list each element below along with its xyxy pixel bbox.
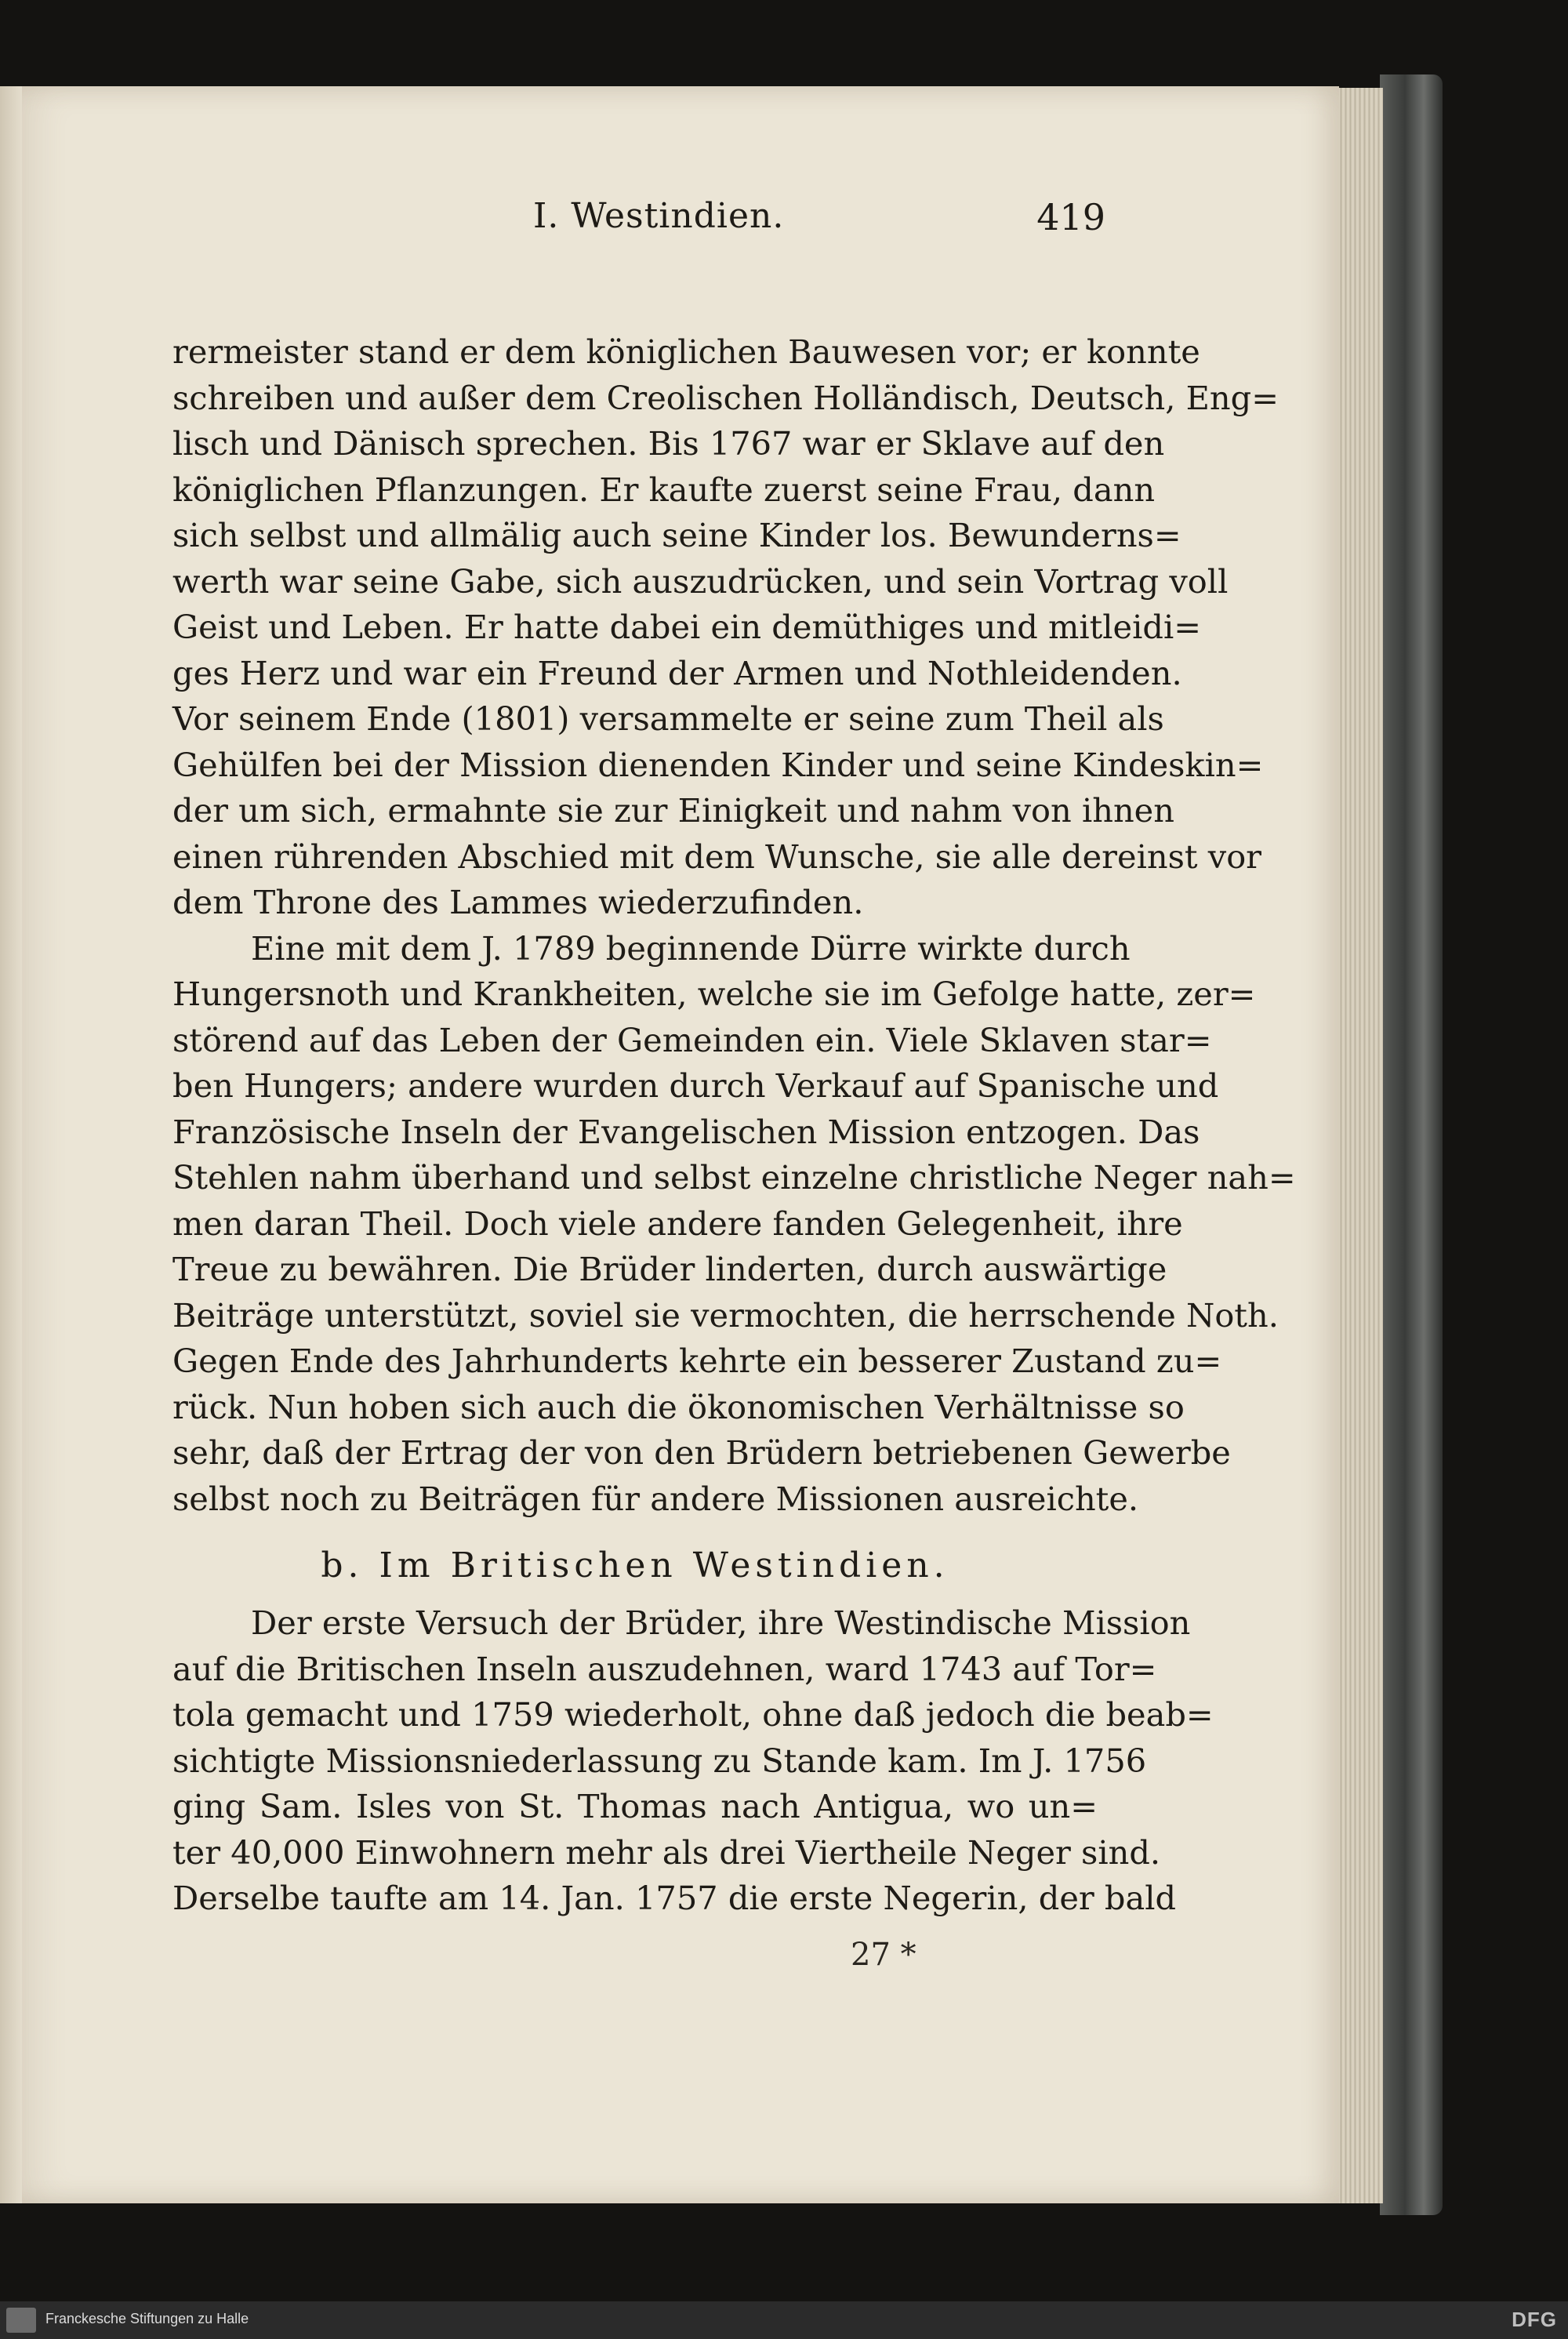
text-line: lisch und Dänisch sprechen. Bis 1767 war er Sklave auf den — [172, 424, 1165, 463]
previous-page-edge — [0, 86, 24, 2203]
text-line: ben Hungers; andere wurden durch Verkauf auf Spanische und — [172, 1066, 1219, 1105]
text-line: der um sich, ermahnte sie zur Einigkeit und nahm von ihnen — [172, 791, 1174, 830]
text-line: rück. Nun hoben sich auch die ökonomischen Verhältnisse so — [172, 1387, 1185, 1426]
text-line: Stehlen nahm überhand und selbst einzelne christliche Neger nah= — [172, 1158, 1296, 1197]
running-title: I. Westindien. — [533, 196, 785, 236]
text-line: rermeister stand er dem königlichen Bauwesen vor; er konnte — [172, 332, 1200, 371]
text-line: Geist und Leben. Er hatte dabei ein demüthiges und mitleidi= — [172, 608, 1201, 646]
text-line: selbst noch zu Beiträgen für andere Missionen ausreichte. — [172, 1479, 1139, 1518]
text-line: Vor seinem Ende (1801) versammelte er seine zum Theil als — [172, 699, 1164, 738]
text-line: schreiben und außer dem Creolischen Holländisch, Deutsch, Eng= — [172, 378, 1279, 417]
text-line: men daran Theil. Doch viele andere fanden Gelegenheit, ihre — [172, 1204, 1183, 1243]
text-line: königlichen Pflanzungen. Er kaufte zuerst seine Frau, dann — [172, 470, 1156, 509]
text-line: Gegen Ende des Jahrhunderts kehrte ein besserer Zustand zu= — [172, 1342, 1222, 1380]
text-line: ter 40,000 Einwohnern mehr als drei Viertheile Neger sind. — [172, 1832, 1161, 1872]
text-line: Beiträge unterstützt, soviel sie vermochten, die herrschende Noth. — [172, 1295, 1279, 1335]
page-stack-edge — [1333, 88, 1383, 2203]
viewer-footer-bar — [0, 2301, 1568, 2339]
text-line: Treue zu bewähren. Die Brüder linderten, durch auswärtige — [172, 1250, 1167, 1288]
section-heading: b. Im Britischen Westindien. — [321, 1545, 949, 1585]
institution-label: Franckesche Stiftungen zu Halle — [45, 2311, 249, 2326]
text-line: einen rührenden Abschied mit dem Wunsche, sie alle dereinst vor — [172, 837, 1262, 876]
text-line: Der erste Versuch der Brüder, ihre Westindische Mission — [251, 1604, 1191, 1642]
text-line: werth war seine Gabe, sich auszudrücken, und sein Vortrag voll — [172, 561, 1229, 601]
text-line: störend auf das Leben der Gemeinden ein. Viele Sklaven star= — [172, 1020, 1212, 1059]
running-head — [510, 188, 1105, 243]
text-block — [172, 329, 1296, 1922]
text-line: auf die Britischen Inseln auszudehnen, ward 1743 auf Tor= — [172, 1649, 1157, 1688]
text-line: Französische Inseln der Evangelischen Mission entzogen. Das — [172, 1112, 1200, 1151]
text-line: Hungersnoth und Krankheiten, welche sie im Gefolge hatte, zer= — [172, 975, 1256, 1013]
text-line: dem Throne des Lammes wiederzufinden. — [172, 883, 864, 921]
text-line: ging Sam. Isles von St. Thomas nach Antigua, wo un= — [172, 1787, 1098, 1825]
book-cover-edge — [1380, 74, 1443, 2215]
signature-mark: 27 * — [851, 1937, 916, 1973]
text-line: Eine mit dem J. 1789 beginnende Dürre wirkte durch — [251, 928, 1131, 968]
text-line: sich selbst und allmälig auch seine Kinder los. Bewunderns= — [172, 516, 1181, 554]
page-number: 419 — [1036, 196, 1105, 238]
text-line: Derselbe taufte am 14. Jan. 1757 die erste Negerin, der bald — [172, 1879, 1177, 1917]
text-line: Gehülfen bei der Mission dienenden Kinder und seine Kindeskin= — [172, 745, 1264, 784]
text-line: sichtigte Missionsniederlassung zu Stande kam. Im J. 1756 — [172, 1741, 1147, 1780]
text-line: tola gemacht und 1759 wiederholt, ohne daß jedoch die beab= — [172, 1695, 1214, 1734]
text-line: ges Herz und war ein Freund der Armen und Nothleidenden. — [172, 653, 1182, 692]
text-line: sehr, daß der Ertrag der von den Brüdern betriebenen Gewerbe — [172, 1433, 1231, 1472]
institution-logo-icon — [6, 2308, 36, 2333]
dfg-logo: DFG — [1512, 2308, 1557, 2331]
